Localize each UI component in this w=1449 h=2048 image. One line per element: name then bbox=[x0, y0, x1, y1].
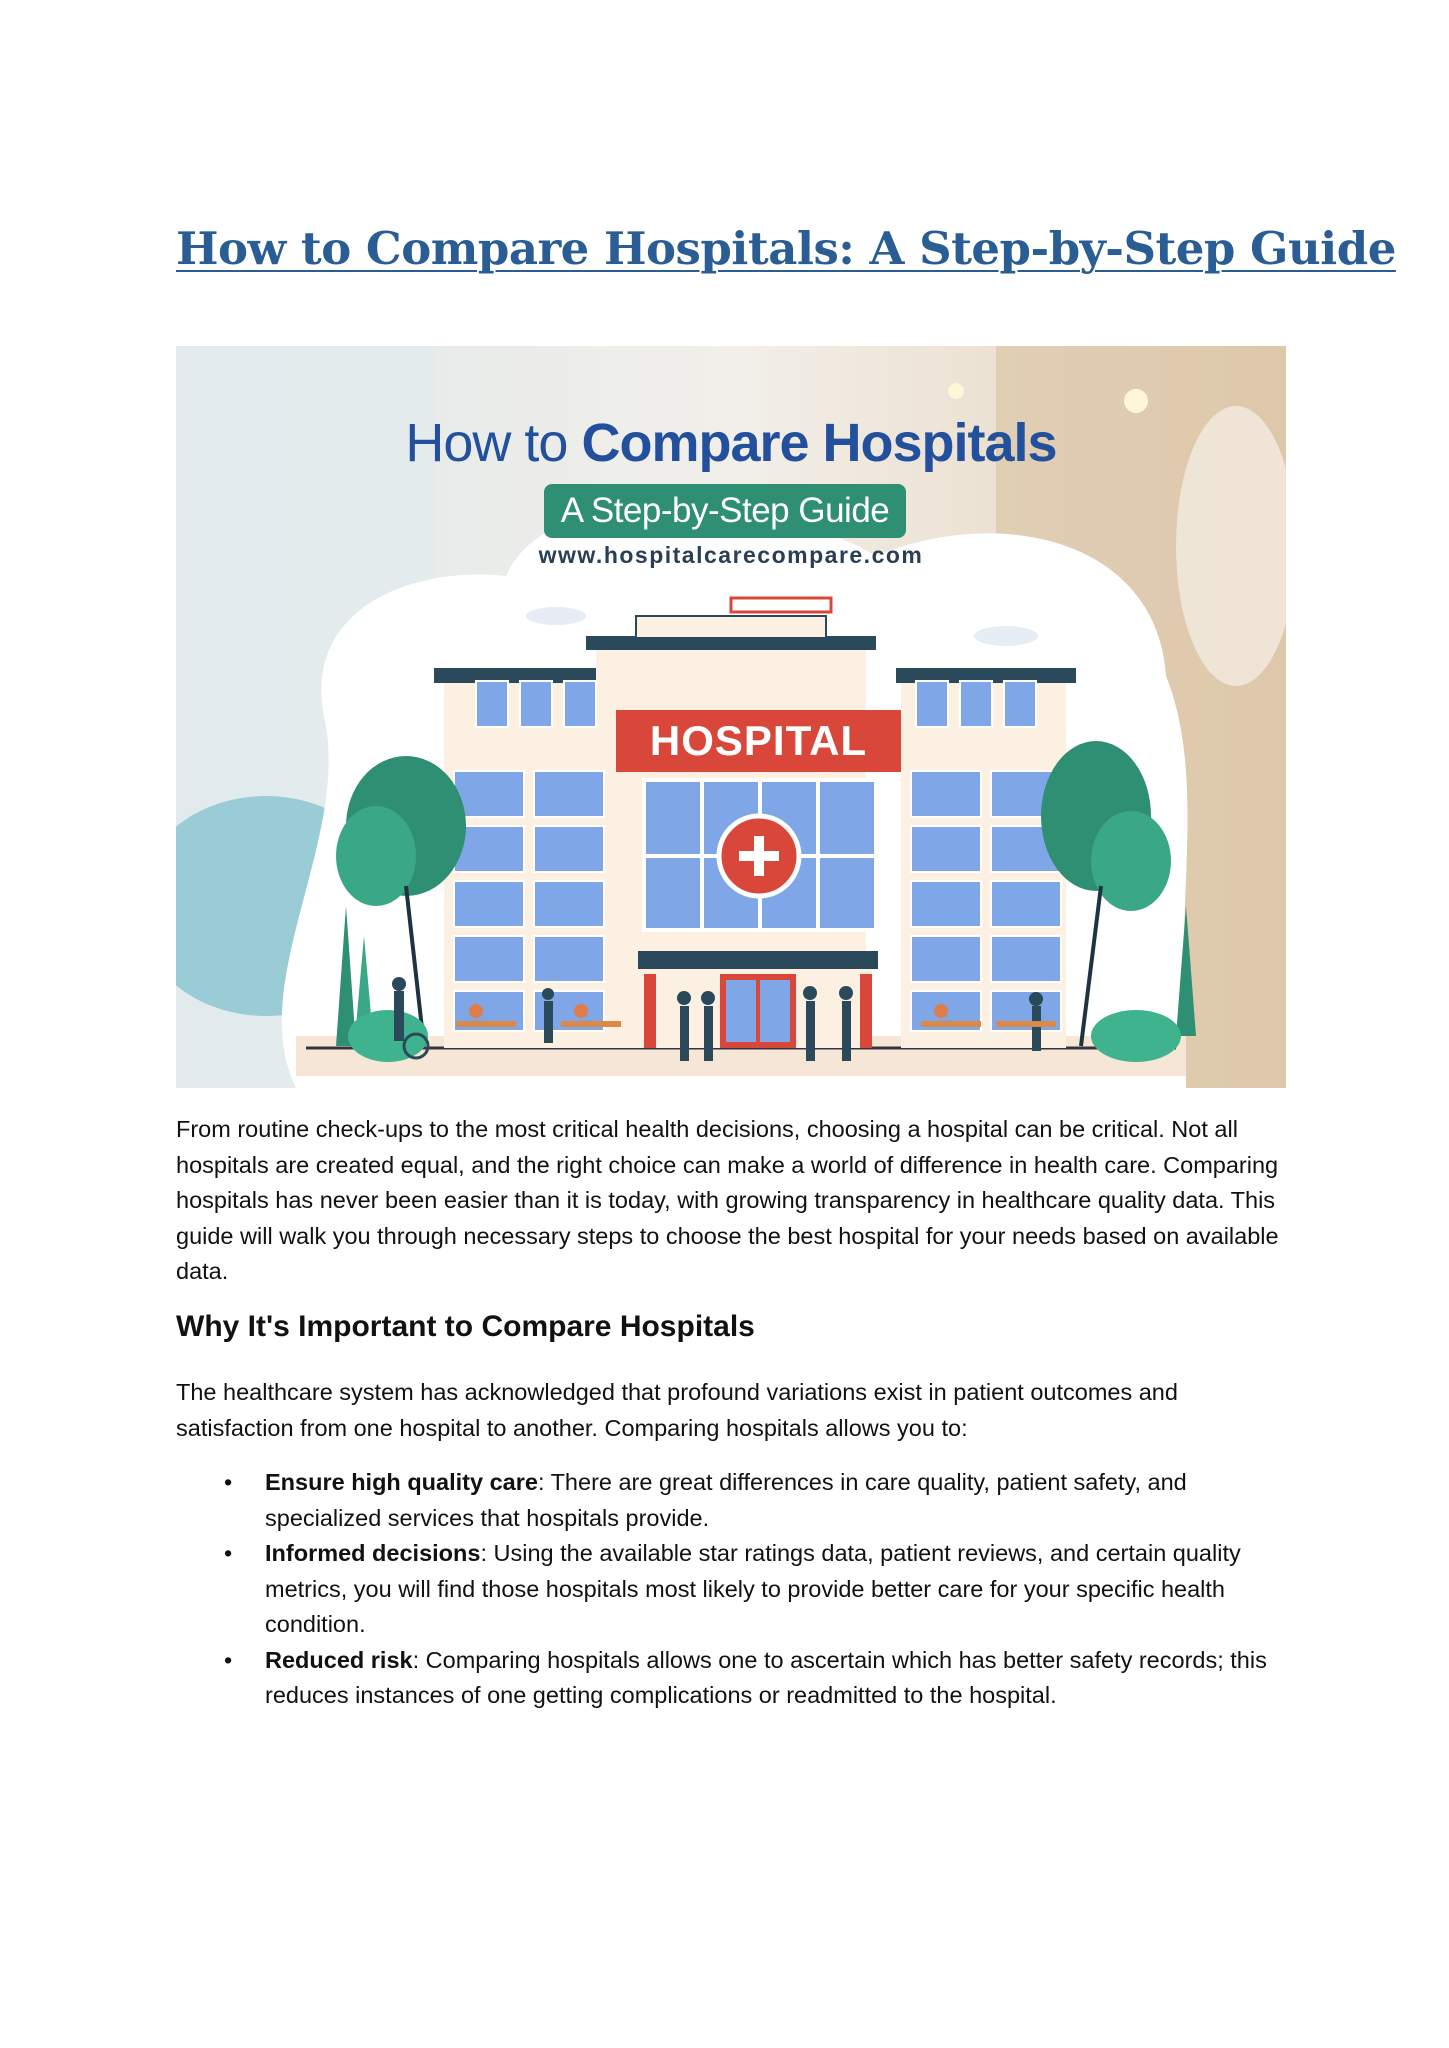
hero-title-part1: How to bbox=[405, 413, 582, 473]
hero-subtitle: A Step-by-Step Guide bbox=[544, 484, 906, 538]
benefits-list bbox=[176, 1465, 1296, 1714]
hero-title bbox=[176, 412, 1286, 474]
bullet-icon: • bbox=[224, 1469, 233, 1495]
hero-illustration bbox=[176, 346, 1286, 1088]
list-item bbox=[176, 1536, 1296, 1643]
hero-url: www.hospitalcarecompare.com bbox=[538, 542, 924, 568]
bullet-text: : Using the available star ratings data, patient reviews, and certain quality metrics, you will find those hospitals most likely to provide better care for your specific health condition. bbox=[265, 1540, 1241, 1637]
hero-title-part2: Compare Hospitals bbox=[581, 413, 1057, 473]
list-item bbox=[176, 1465, 1296, 1536]
hospital-sign: HOSPITAL bbox=[649, 717, 868, 764]
bullet-icon: • bbox=[224, 1646, 233, 1673]
bullet-label: Reduced risk bbox=[265, 1646, 413, 1673]
list-item bbox=[176, 1643, 1296, 1714]
bullet-label: Informed decisions bbox=[265, 1540, 481, 1566]
section-heading: Why It's Important to Compare Hospitals bbox=[176, 1310, 755, 1343]
bullet-label: Ensure high quality care bbox=[265, 1469, 538, 1495]
bullet-icon: • bbox=[224, 1540, 233, 1566]
bullet-text: : There are great differences in care quality, patient safety, and specialized services that hospitals provide. bbox=[265, 1469, 1187, 1531]
page-title-link[interactable]: How to Compare Hospitals: A Step-by-Step Guide bbox=[176, 222, 1396, 275]
intro-paragraph: From routine check-ups to the most critical health decisions, choosing a hospital can be critical. Not all hospitals are created equal, and the right choice can make a world of difference in health care. Comparing hospitals has never been easier than it is today, with growing transparency in healthcare quality data. This guide will walk you through necessary steps to choose the best hospital for your needs based on available data. bbox=[176, 1116, 1279, 1284]
bullet-text: : Comparing hospitals allows one to ascertain which has better safety records; this reduces instances of one getting complications or readmitted to the hospital. bbox=[265, 1646, 1267, 1708]
section-paragraph: The healthcare system has acknowledged that profound variations exist in patient outcomes and satisfaction from one hospital to another. Comparing hospitals allows you to: bbox=[176, 1379, 1178, 1441]
